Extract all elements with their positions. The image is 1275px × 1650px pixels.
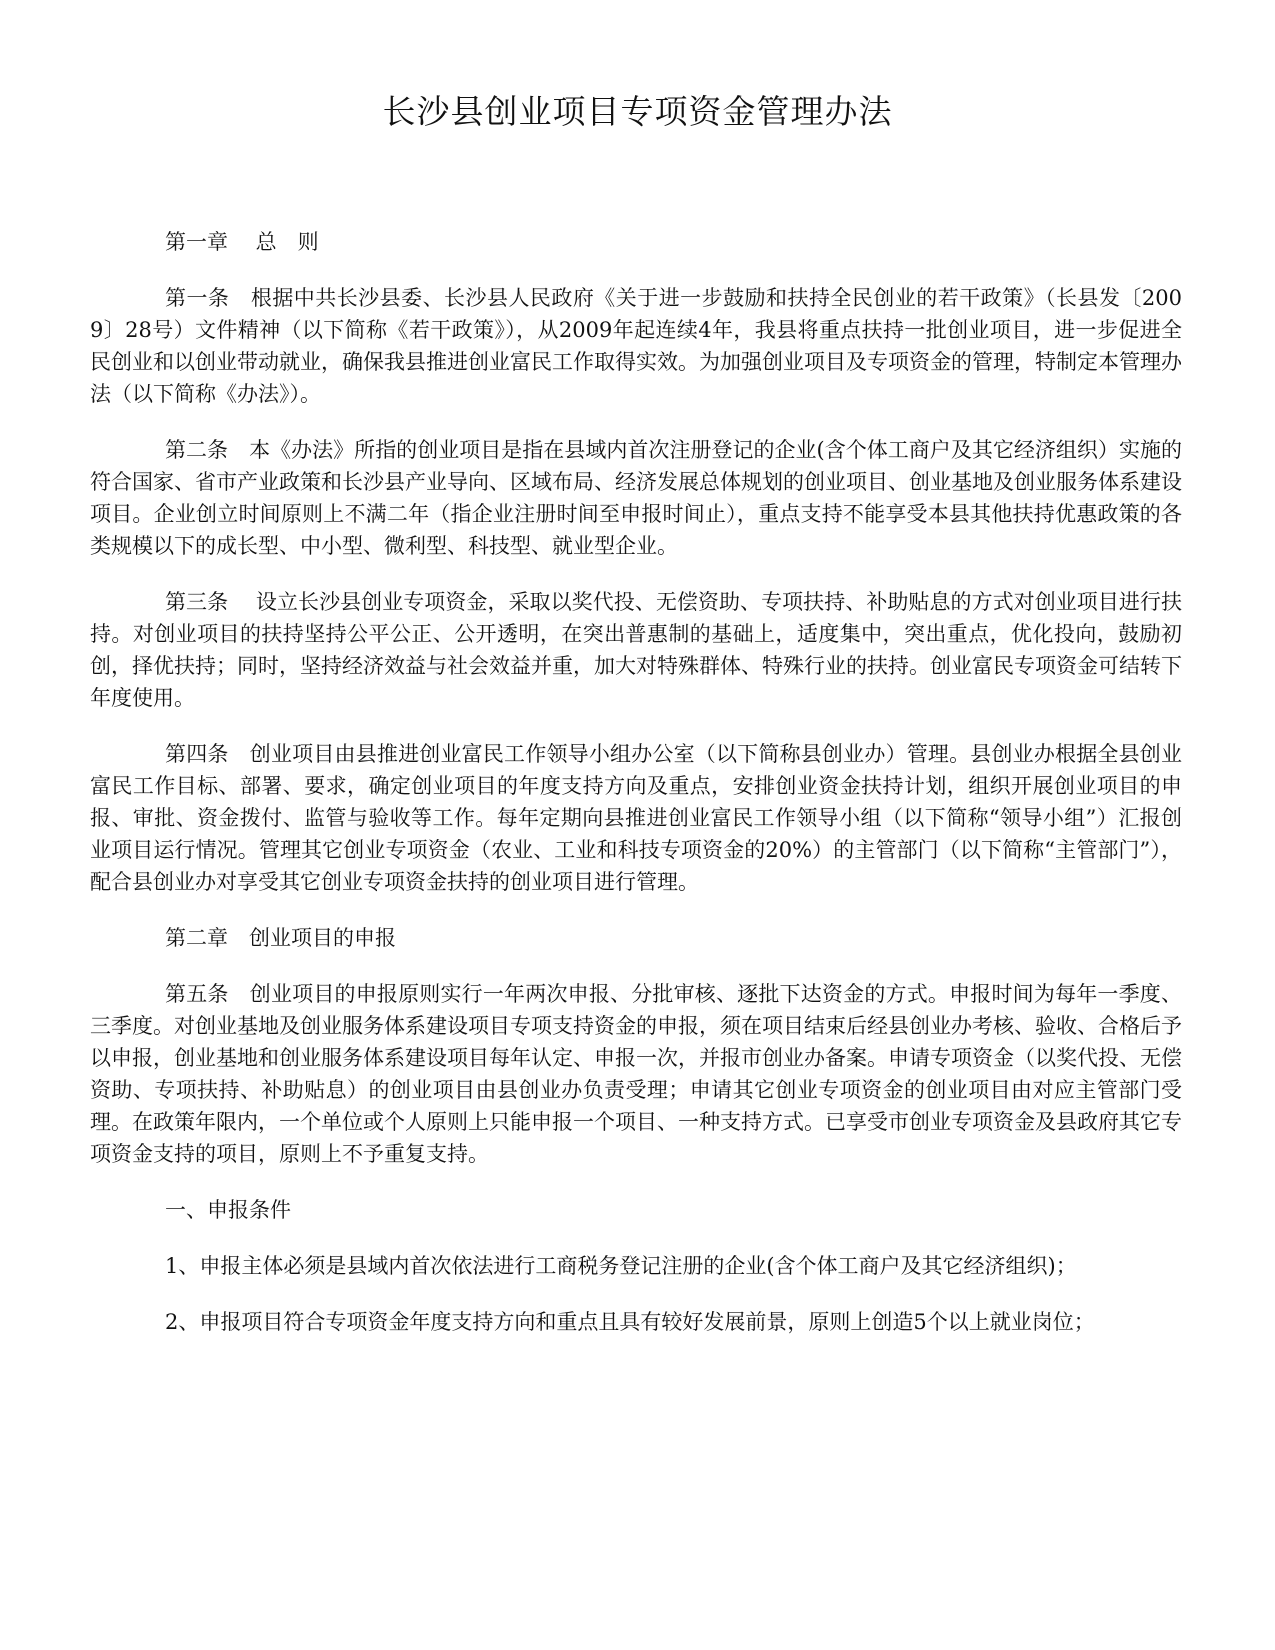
- section-heading-conditions: 一、申报条件: [165, 1198, 291, 1222]
- chapter-heading-general: 第一章 总 则: [165, 230, 319, 254]
- article-4-paragraph: 第四条 创业项目由县推进创业富民工作领导小组办公室（以下简称县创业办）管理。县创业办根据全县创业富民工作目标、部署、要求，确定创业项目的年度支持方向及重点，安排创业资金扶持计划，组织开展创业项目的申报、审批、资金拨付、监管与验收等工作。每年定期向县推进创业富民工作领导小组（以下简称“领导小组”）汇报创业项目运行情况。管理其它创业专项资金（农业、工业和科技专项资金的20%）的主管部门（以下简称“主管部门”），配合县创业办对享受其它创业专项资金扶持的创业项目进行管理。: [90, 742, 1182, 894]
- document-title: 长沙县创业项目专项资金管理办法: [382, 92, 893, 131]
- article-3-paragraph: 第三条 设立长沙县创业专项资金，采取以奖代投、无偿资助、专项扶持、补助贴息的方式对创业项目进行扶持。对创业项目的扶持坚持公平公正、公开透明，在突出普惠制的基础上，适度集中，突出重点，优化投向，鼓励初创，择优扶持；同时，坚持经济效益与社会效益并重，加大对特殊群体、特殊行业的扶持。创业富民专项资金可结转下年度使用。: [90, 590, 1182, 710]
- article-1-paragraph: 第一条 根据中共长沙县委、长沙县人民政府《关于进一步鼓励和扶持全民创业的若干政策》（长县发〔2009〕28号）文件精神（以下简称《若干政策》），从2009年起连续4年，我县将重点扶持一批创业项目，进一步促进全民创业和以创业带动就业，确保我县推进创业富民工作取得实效。为加强创业项目及专项资金的管理，特制定本管理办法（以下简称《办法》）。: [90, 286, 1182, 406]
- chapter-heading-application: 第二章 创业项目的申报: [165, 926, 396, 950]
- article-5-paragraph: 第五条 创业项目的申报原则实行一年两次申报、分批审核、逐批下达资金的方式。申报时间为每年一季度、三季度。对创业基地及创业服务体系建设项目专项支持资金的申报，须在项目结束后经县创业办考核、验收、合格后予以申报，创业基地和创业服务体系建设项目每年认定、申报一次，并报市创业办备案。申请专项资金（以奖代投、无偿资助、专项扶持、补助贴息）的创业项目由县创业办负责受理；申请其它创业专项资金的创业项目由对应主管部门受理。在政策年限内，一个单位或个人原则上只能申报一个项目、一种支持方式。已享受市创业专项资金及县政府其它专项资金支持的项目，原则上不予重复支持。: [90, 982, 1182, 1166]
- condition-item-1: 1、申报主体必须是县域内首次依法进行工商税务登记注册的企业(含个体工商户及其它经济组织)；: [165, 1254, 1077, 1278]
- article-2-paragraph: 第二条 本《办法》所指的创业项目是指在县域内首次注册登记的企业(含个体工商户及其它经济组织）实施的符合国家、省市产业政策和长沙县产业导向、区域布局、经济发展总体规划的创业项目、创业基地及创业服务体系建设项目。企业创立时间原则上不满二年（指企业注册时间至申报时间止），重点支持不能享受本县其他扶持优惠政策的各类规模以下的成长型、中小型、微利型、科技型、就业型企业。: [90, 438, 1182, 558]
- condition-item-2: 2、申报项目符合专项资金年度支持方向和重点且具有较好发展前景，原则上创造5个以上就业岗位；: [165, 1310, 1095, 1334]
- document-body: [90, 226, 1182, 1362]
